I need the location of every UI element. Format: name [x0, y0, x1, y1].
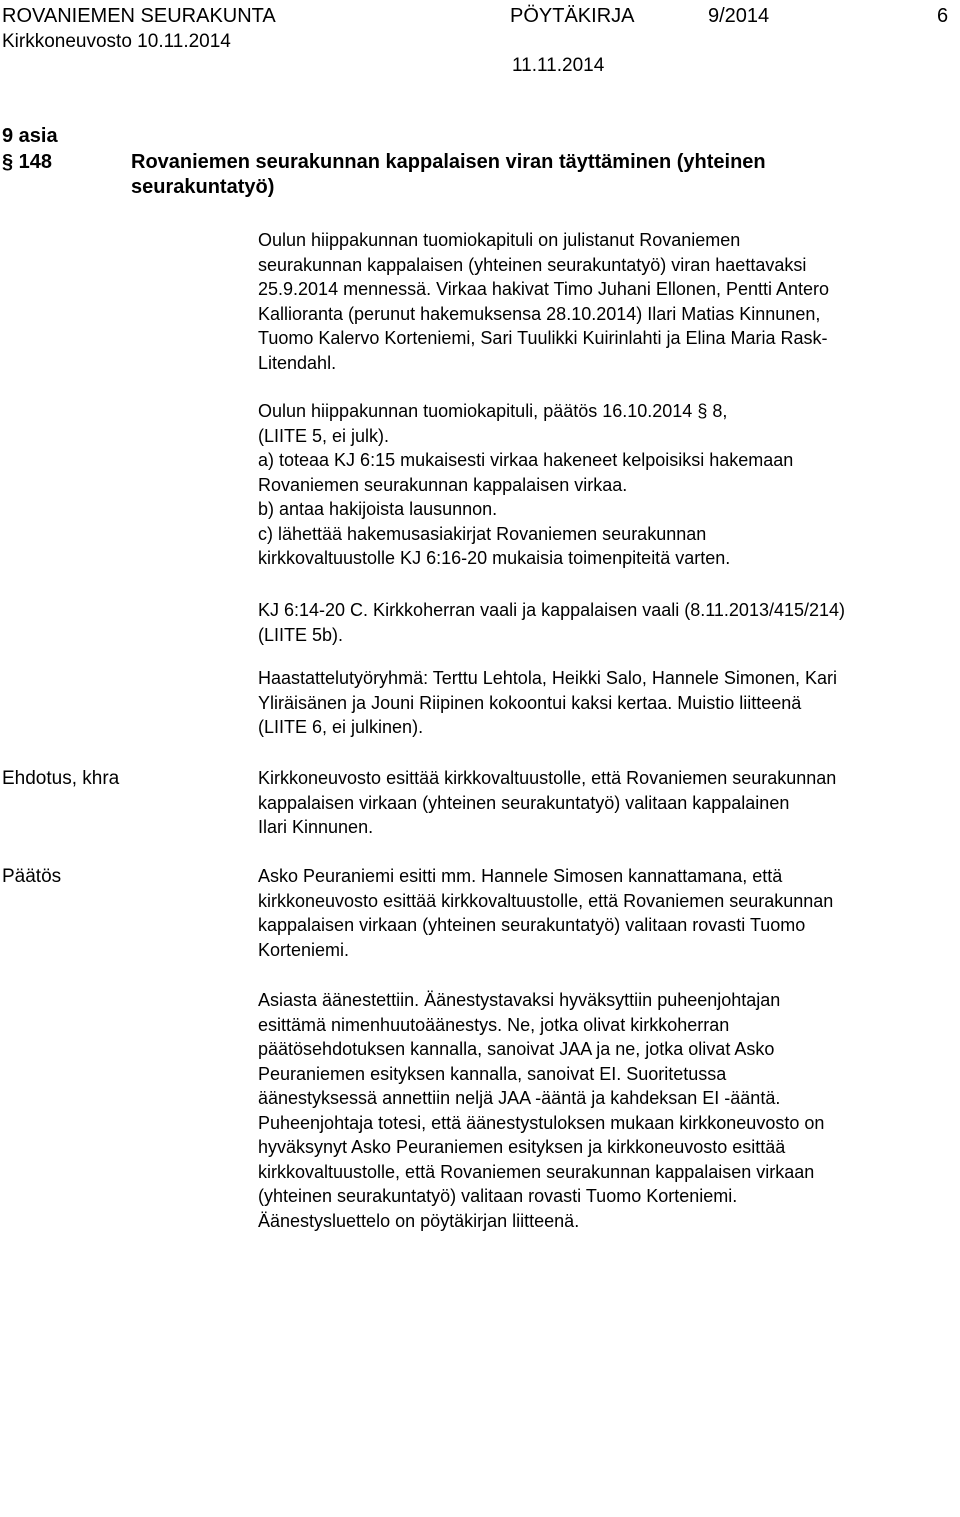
- text-line: Yliräisänen ja Jouni Riipinen kokoontui kaksi kertaa. Muistio liitteenä: [258, 692, 802, 713]
- section-number: § 148: [2, 151, 53, 173]
- text-line: kirkkoneuvosto esittää kirkkovaltuustolle, että Rovaniemen seurakunnan: [258, 890, 834, 911]
- text-line: Äänestysluettelo on pöytäkirjan liitteenä.: [258, 1210, 580, 1231]
- text-line: kappalaisen virkaan (yhteinen seurakuntatyö) valitaan kappalainen: [258, 792, 790, 813]
- text-line: päätösehdotuksen kannalla, sanoivat JAA ja ne, jotka olivat Asko: [258, 1039, 775, 1059]
- text-line: (LIITE 6, ei julkinen).: [258, 717, 424, 737]
- text-line: Ilari Kinnunen.: [258, 817, 374, 837]
- text-line: Tuomo Kalervo Korteniemi, Sari Tuulikki Kuirinlahti ja Elina Maria Rask-: [258, 328, 828, 348]
- text-line: 25.9.2014 mennessä. Virkaa hakivat Timo Juhani Ellonen, Pentti Antero: [258, 279, 830, 299]
- text-line: seurakunnan kappalaisen (yhteinen seurakuntatyö) viran haettavaksi: [258, 254, 807, 275]
- counter-proposal-paragraph: [258, 864, 833, 962]
- text-line: Rovaniemen seurakunnan kappalaisen virkaa.: [258, 474, 628, 495]
- chapter-decision-paragraph: [258, 399, 793, 571]
- vote-paragraph: [258, 988, 824, 1233]
- text-line: KJ 6:14-20 C. Kirkkoherran vaali ja kappalaisen vaali (8.11.2013/415/214): [258, 600, 846, 620]
- text-line: Asiasta äänestettiin. Äänestystavaksi hyväksyttiin puheenjohtajan: [258, 990, 781, 1010]
- text-line: c) lähettää hakemusasiakirjat Rovaniemen seurakunnan: [258, 523, 707, 544]
- header-date: 11.11.2014: [512, 55, 605, 76]
- text-line: (yhteinen seurakuntatyö) valitaan rovasti Tuomo Korteniemi.: [258, 1186, 738, 1206]
- proposal-paragraph: [258, 766, 836, 840]
- text-line: hyväksynyt Asko Peuraniemen esityksen ja kirkkoneuvosto esittää: [258, 1137, 786, 1157]
- page-number: 6: [937, 5, 949, 27]
- text-line: (LIITE 5b).: [258, 624, 344, 645]
- item-number: 9 asia: [2, 125, 58, 147]
- text-line: esittämä nimenhuutoäänestys. Ne, jotka olivat kirkkoherran: [258, 1014, 730, 1035]
- text-line: Asko Peuraniemi esitti mm. Hannele Simosen kannattamana, että: [258, 866, 783, 886]
- text-line: Kallioranta (perunut hakemuksensa 28.10.2014) Ilari Matias Kinnunen,: [258, 303, 821, 324]
- text-line: Peuraniemen esityksen kannalla, sanoivat EI. Suoritetussa: [258, 1063, 727, 1084]
- text-line: Oulun hiippakunnan tuomiokapituli, päätös 16.10.2014 § 8,: [258, 401, 728, 421]
- text-line: Haastattelutyöryhmä: Terttu Lehtola, Heikki Salo, Hannele Simonen, Kari: [258, 668, 837, 688]
- text-line: Oulun hiippakunnan tuomiokapituli on julistanut Rovaniemen: [258, 230, 741, 250]
- text-line: Kirkkoneuvosto esittää kirkkovaltuustolle, että Rovaniemen seurakunnan: [258, 768, 837, 788]
- text-line: Puheenjohtaja totesi, että äänestystuloksen mukaan kirkkoneuvosto on: [258, 1112, 825, 1133]
- header-document-number: 9/2014: [708, 5, 770, 27]
- intro-paragraph: [258, 228, 829, 375]
- text-line: Korteniemi.: [258, 939, 350, 960]
- decision-label: Päätös: [2, 866, 62, 887]
- text-line: (LIITE 5, ei julk).: [258, 425, 390, 446]
- interview-paragraph: [258, 666, 837, 740]
- text-line: äänestyksessä annettiin neljä JAA -ääntä ja kahdeksan EI -ääntä.: [258, 1088, 781, 1108]
- item-title: Rovaniemen seurakunnan kappalaisen viran täyttäminen (yhteinen seurakuntatyö): [131, 151, 766, 198]
- header-meeting: Kirkkoneuvosto 10.11.2014: [2, 31, 231, 52]
- text-line: kirkkovaltuustolle, että Rovaniemen seurakunnan kappalaisen virkaan: [258, 1161, 815, 1182]
- text-line: Litendahl.: [258, 352, 337, 373]
- text-line: b) antaa hakijoista lausunnon.: [258, 499, 498, 519]
- text-line: kappalaisen virkaan (yhteinen seurakuntatyö) valitaan rovasti Tuomo: [258, 915, 806, 935]
- legal-reference-paragraph: [258, 598, 845, 647]
- header-organization: ROVANIEMEN SEURAKUNTA: [2, 5, 276, 27]
- proposal-label: Ehdotus, khra: [2, 768, 120, 789]
- header-document-type: PÖYTÄKIRJA: [510, 5, 635, 27]
- text-line: kirkkovaltuustolle KJ 6:16-20 mukaisia toimenpiteitä varten.: [258, 548, 731, 568]
- text-line: a) toteaa KJ 6:15 mukaisesti virkaa hakeneet kelpoisiksi hakemaan: [258, 450, 794, 470]
